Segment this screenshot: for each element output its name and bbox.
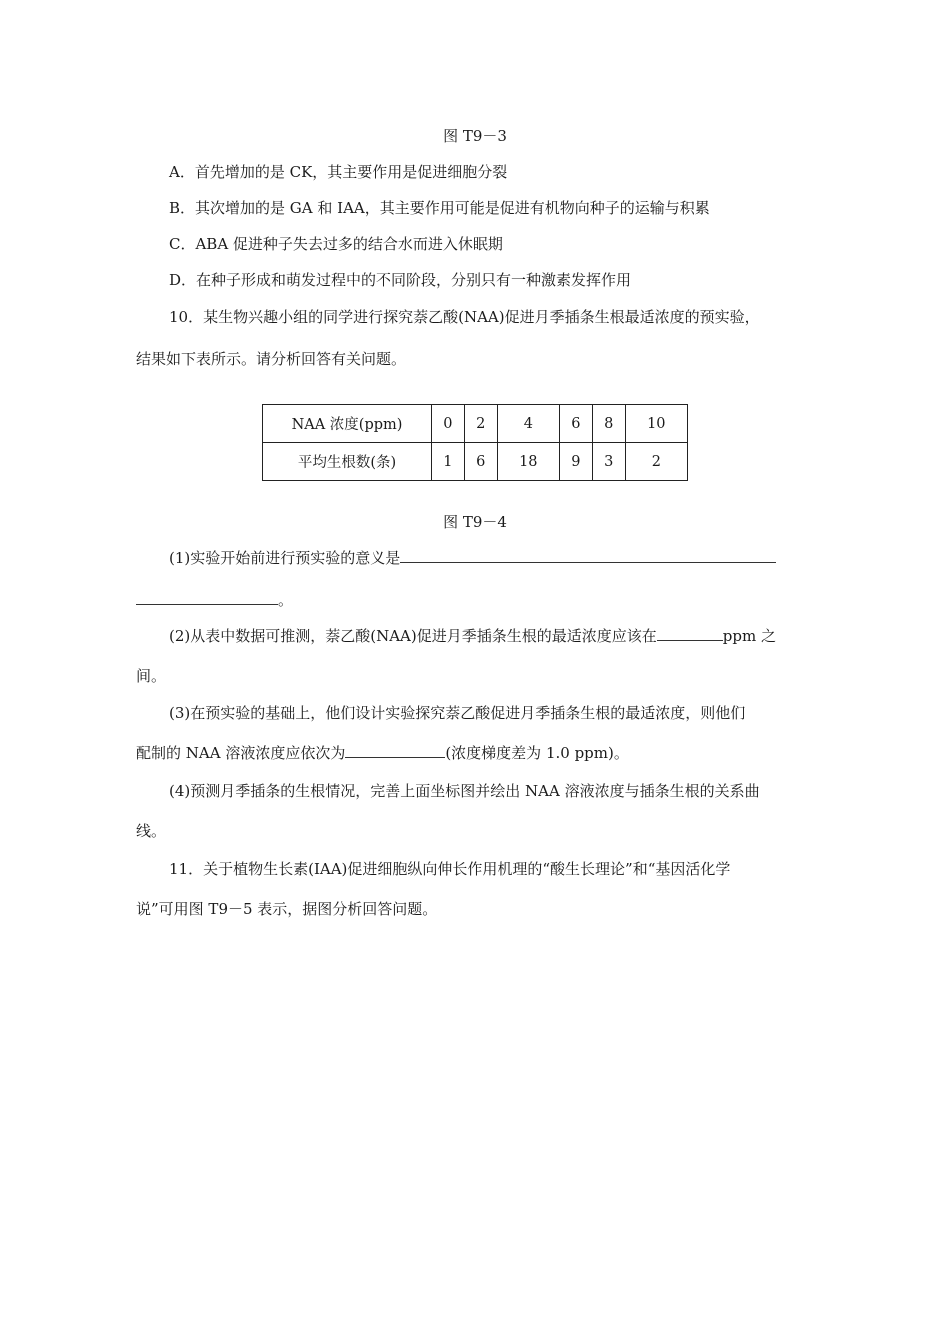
- option-b: B．其次增加的是 GA 和 IAA，其主要作用可能是促进有机物向种子的运输与积累: [169, 199, 710, 217]
- table-cell: 2: [625, 443, 687, 481]
- table-cell: 2: [464, 405, 497, 443]
- table-cell: 18: [497, 443, 559, 481]
- sub-question-1: [169, 548, 776, 568]
- question-10-line2: 结果如下表所示。请分析回答有关问题。: [136, 350, 407, 368]
- sub-question-3-line1: (3)在预实验的基础上，他们设计实验探究萘乙酸促进月季插条生根的最适浓度，则他们: [169, 704, 746, 722]
- question-11-line1: 11．关于植物生长素(IAA)促进细胞纵向伸长作用机理的“酸生长理论”和“基因活化学: [169, 860, 731, 878]
- option-c: C．ABA 促进种子失去过多的结合水而进入休眠期: [169, 235, 503, 253]
- table-cell: 9: [559, 443, 592, 481]
- answer-blank-2[interactable]: [657, 626, 723, 641]
- table-cell: 6: [559, 405, 592, 443]
- figure-caption-t9-4: 图 T9－4: [443, 513, 507, 531]
- answer-blank-1b[interactable]: [136, 590, 278, 605]
- sub-question-3-text: 配制的 NAA 溶液浓度应依次为: [136, 744, 346, 762]
- sub-question-3-note: (浓度梯度差为 1.0 ppm)。: [445, 744, 629, 762]
- answer-blank-3[interactable]: [345, 743, 445, 758]
- table-cell: 4: [497, 405, 559, 443]
- answer-blank-1a[interactable]: [400, 548, 776, 563]
- row-header-root-count: 平均生根数(条): [263, 443, 432, 481]
- sub-question-2-text: (2)从表中数据可推测，萘乙酸(NAA)促进月季插条生根的最适浓度应该在: [169, 627, 657, 645]
- question-11-line2: 说”可用图 T9－5 表示，据图分析回答问题。: [136, 900, 438, 918]
- sub-question-4-line2: 线。: [136, 822, 167, 840]
- naa-data-table: [262, 404, 688, 481]
- sub-question-2-unit: ppm 之: [722, 627, 776, 645]
- option-a: A．首先增加的是 CK，其主要作用是促进细胞分裂: [169, 163, 508, 181]
- sub-question-3-line2: [136, 743, 629, 763]
- question-10-line1: 10．某生物兴趣小组的同学进行探究萘乙酸(NAA)促进月季插条生根最适浓度的预实验，: [169, 308, 760, 326]
- sub-question-4-line1: (4)预测月季插条的生根情况，完善上面坐标图并绘出 NAA 溶液浓度与插条生根的关系曲: [169, 782, 760, 800]
- table-cell: 10: [625, 405, 687, 443]
- row-header-concentration: NAA 浓度(ppm): [263, 405, 432, 443]
- table-cell: 3: [592, 443, 625, 481]
- option-d: D．在种子形成和萌发过程中的不同阶段，分别只有一种激素发挥作用: [169, 271, 632, 289]
- table-row: [263, 443, 688, 481]
- table-cell: 1: [432, 443, 465, 481]
- sub-question-1-end: 。: [278, 591, 294, 609]
- sub-question-1-cont: [136, 590, 293, 610]
- sub-question-2-cont: 间。: [136, 667, 167, 685]
- sub-question-1-text: (1)实验开始前进行预实验的意义是: [169, 549, 401, 567]
- table-cell: 6: [464, 443, 497, 481]
- table-cell: 0: [432, 405, 465, 443]
- sub-question-2: [169, 626, 776, 646]
- figure-caption-t9-3: 图 T9－3: [443, 127, 507, 145]
- table-row: [263, 405, 688, 443]
- table-cell: 8: [592, 405, 625, 443]
